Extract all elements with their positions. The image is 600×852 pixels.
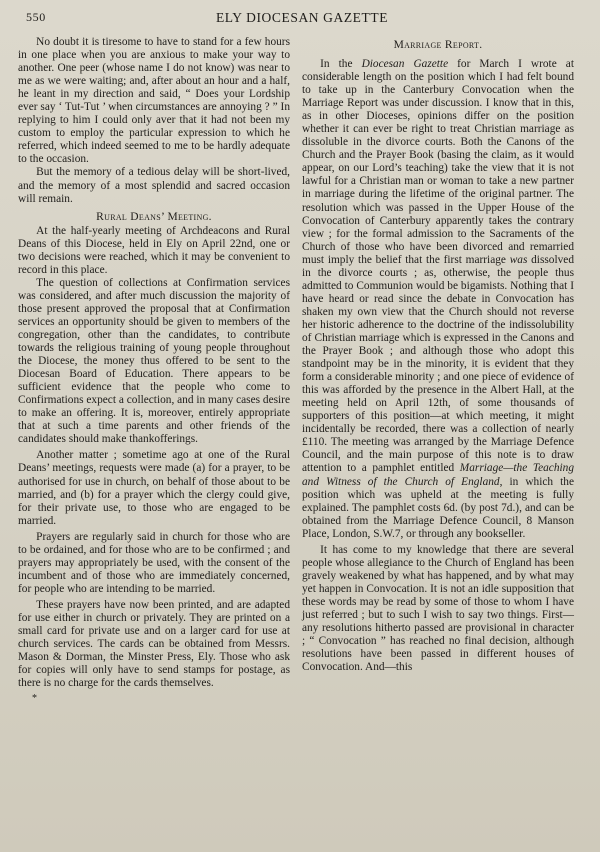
gazette-title-italic: Diocesan Gazette [361, 58, 449, 70]
section-heading-marriage-report: Marriage Report. [393, 39, 483, 51]
paragraph-memory: But the memory of a tedious delay will be short-lived, and the memory of a most splendid and sacred occasion will remain. [18, 166, 290, 205]
section-heading-rural-deans: Rural Deans’ Meeting. [96, 210, 212, 223]
text-run: , in which the position which was upheld at the meeting is fully explained. The pamphlet costs 6d. (by post 7d.), and can be obtained from the Marriage Defence Council, 8 Manson Place, London, S.W.7, or through any bookseller. [302, 475, 575, 540]
right-column [302, 36, 574, 705]
page-number: 550 [26, 10, 46, 24]
text-run: dissolved in the divorce courts ; as, otherwise, the people thus admitted to Communion would be bigamists. Nothing that I have heard or read since the debate in Convocation has shaken my own view that the Church should not reverse her historic adherence to the doctrine of the indissolubility of Christian marriage which is expressed in the Canons and the Prayer Book ; and although those who adopt this standpoint may be in the minority, it is evident that they form a considerable minority ; and one piece of evidence of this was afforded by the presence in the Albert Hall, at the meeting held on April 12th, of some thousands of supporters of this position—at which meeting, it might incidentally be recorded, there was a collection of nearly £110. The meeting was arranged by the Marriage Defence Council, and the main purpose of this note is to draw attention to a pamphlet entitled [302, 253, 574, 475]
paragraph-half-yearly-meeting: At the half-yearly meeting of Archdeacons and Rural Deans of this Diocese, held in Ely on April 22nd, one or two decisions were reached, which it may be convenient to record in this place. [18, 224, 290, 276]
text-run: In the [320, 58, 362, 70]
footer-mark: * [32, 693, 37, 705]
publication-title: ELY DIOCESAN GAZETTE [215, 10, 389, 25]
paragraph-prayers-said: Prayers are regularly said in church for those who are to be ordained, and for those who are to be confirmed ; and prayers may appropriately be used, with the consent of the incumbent and of those who are immediately concerned, for people who are intending to be married. [18, 530, 290, 595]
paragraph-prayers-printed: These prayers have now been printed, and are adapted for use either in church or privately. They are printed on a small card for private use and on a larger card for use at church services. The cards can be obtained from Messrs. Mason & Dorman, the Minster Press, Ely. Those who ask for copies will only have to send stamps for postage, as there is no charge for the cards themselves. [18, 598, 290, 690]
paragraph-allegiance: It has come to my knowledge that there are several people whose allegiance to the Church of England has been gravely weakened by what has happened, and by what may yet happen in Convocation. It is not an idle supposition that these words may be read by some of those to whom I have just referred ; but to such I wish to say two things. First—any resolutions hitherto passed are provisional in character ; “ Convocation ” has reached no final decision, although resolutions have been passed in different houses of Convocation. And—this [302, 543, 574, 674]
paragraph-marriage-report [302, 58, 574, 541]
running-head [18, 10, 586, 32]
paragraph-confirmation-collections: The question of collections at Confirmation services was considered, and after much discussion the majority of those present approved the proposal that at Confirmation services an opportunity should be given to members of the congregation, other than the candidates, to contribute towards the religious training of young people throughout the Diocese, the money thus offered to be sent to the Diocesan Board of Education. There appears to be sufficient evidence that the people who come to Confirmations expect a collection, and in many cases desire to make an offering. It is, moreover, entirely appropriate that at such a time parents and other friends of the candidates should make thankofferings. [18, 276, 290, 446]
paragraph-peer-anecdote: No doubt it is tiresome to have to stand for a few hours in one place when you are anxious to make your way to another. One peer (whose name I do not know) was near to me as we were waiting; and, after about an hour and a half, he leant in my direction and said, “ Does your Lordship ever say ‘ Tut-Tut ’ when circumstances are annoying ? ” In replying to him I could only aver that it had not been my custom to employ the particular expression to which he referred, which indeed seemed to me to be hardly adequate to the occasion. [18, 36, 290, 166]
paragraph-another-matter: Another matter ; sometime ago at one of the Rural Deans’ meetings, requests were made (a) for a prayer, to be authorised for use in church, on behalf of those about to be married, and (b) for a prayer which the clergy could give, for their private use, to those who are engaged to be married. [18, 449, 290, 527]
text-run: for March I wrote at considerable length on the position which I had felt bound to take up in the Canterbury Convocation when the Marriage Report was under discussion. I know that in this, as in other Dioceses, opinions differ on the position whether it can ever be right to treat Christian marriage as dissoluble in the divorce courts. Both the Canons of the Church and the Prayer Book (basing the claim, as it would appear, on our Lord’s teaching) take the view that it is not lawful for a Christian man or woman to take a new partner in marriage during the lifetime of the original partner. The resolution which was passed in the Upper House of the Convocation of Canterbury apparently takes the contrary view ; for the formal admission to the Sacraments of the Church of those who have been divorced and remarried must imply the belief that the first marriage [302, 58, 574, 266]
emphasis-was: was [509, 253, 528, 266]
text-columns [18, 36, 586, 705]
pamphlet-title-italic: Marriage—the Teaching and Witness of the Church of England [302, 462, 574, 488]
left-column [18, 36, 290, 705]
